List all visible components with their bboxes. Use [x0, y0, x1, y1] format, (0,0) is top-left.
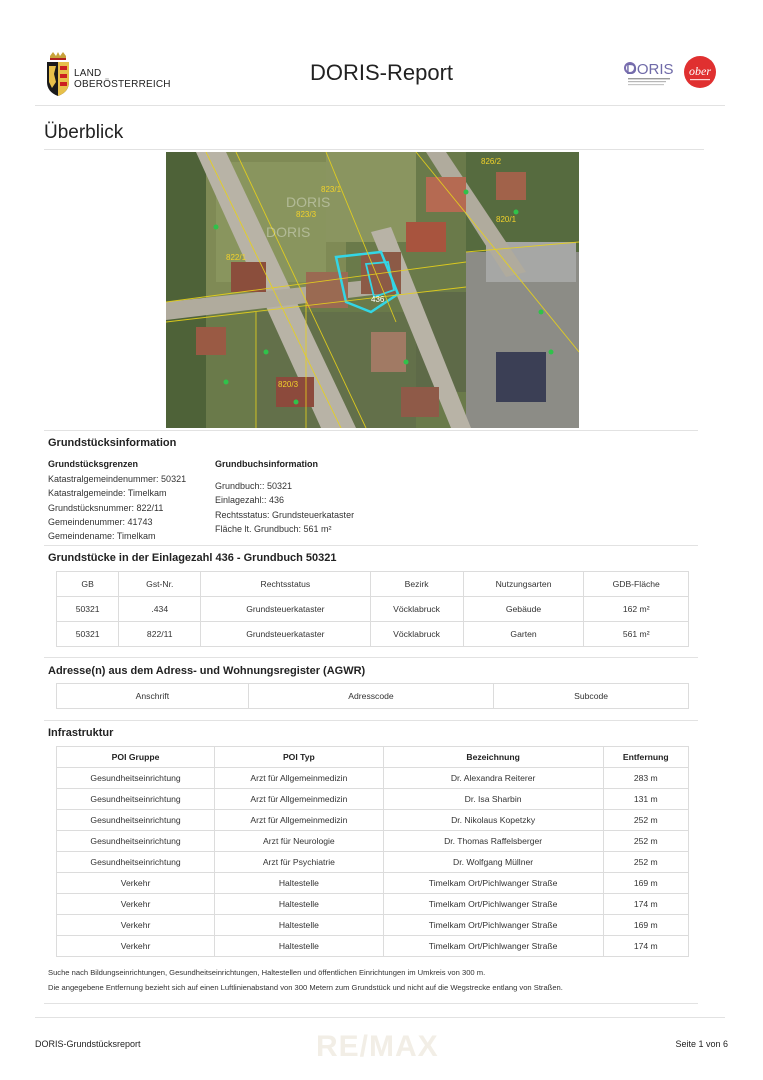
footer-report-name: DORIS-Grundstücksreport	[35, 1039, 141, 1049]
table-cell: Verkehr	[57, 873, 215, 894]
table-row	[57, 894, 689, 915]
footer-page-number: Seite 1 von 6	[675, 1039, 728, 1049]
addresses-divider	[44, 720, 698, 721]
infra-header-row	[57, 747, 689, 768]
table-row	[57, 768, 689, 789]
parcels-divider	[44, 657, 698, 658]
column-header: Gst-Nr.	[119, 572, 201, 597]
table-cell: Timelkam Ort/Pichlwanger Straße	[383, 873, 603, 894]
parcel-info-divider	[44, 545, 698, 546]
table-cell: Gesundheitseinrichtung	[57, 852, 215, 873]
column-header: GDB-Fläche	[584, 572, 689, 597]
infra-divider	[44, 1003, 698, 1004]
table-cell: 822/11	[119, 622, 201, 647]
parcel-info-title: Grundstücksinformation	[48, 437, 177, 449]
column-header: Bezirk	[370, 572, 463, 597]
table-cell: Timelkam Ort/Pichlwanger Straße	[383, 894, 603, 915]
table-cell: 174 m	[603, 936, 688, 957]
table-cell: Dr. Wolfgang Müllner	[383, 852, 603, 873]
table-cell: 174 m	[603, 894, 688, 915]
logo-line-land: LAND	[74, 68, 102, 79]
column-header: Adresscode	[248, 684, 493, 709]
boundary-line: Katastralgemeindenummer: 50321	[48, 474, 187, 484]
landregister-line: Rechtsstatus: Grundsteuerkataster	[215, 509, 355, 520]
table-cell: 50321	[57, 597, 119, 622]
landregister-title: Grundbuchsinformation	[215, 459, 318, 469]
overview-title: Überblick	[44, 122, 124, 143]
table-cell: Gesundheitseinrichtung	[57, 768, 215, 789]
boundaries-list	[48, 472, 186, 543]
infra-note-radius: Suche nach Bildungseinrichtungen, Gesundheitseinrichtungen, Haltestellen und öffentlichen Einrichtungen im Umkreis von 300 m.	[48, 968, 486, 977]
column-header: Subcode	[494, 684, 689, 709]
column-header: Rechtsstatus	[201, 572, 370, 597]
table-row	[57, 597, 689, 622]
table-cell: 283 m	[603, 768, 688, 789]
table-cell: Haltestelle	[215, 894, 384, 915]
table-cell: Verkehr	[57, 894, 215, 915]
table-cell: Gesundheitseinrichtung	[57, 810, 215, 831]
report-title: DORIS-Report	[309, 60, 454, 85]
addresses-title: Adresse(n) aus dem Adress- und Wohnungsregister (AGWR)	[48, 665, 366, 677]
landregister-line: Einlagezahl:: 436	[215, 495, 285, 506]
boundaries-title: Grundstücksgrenzen	[48, 459, 139, 469]
table-row	[57, 852, 689, 873]
map-divider	[44, 430, 698, 431]
boundary-line: Gemeindename: Timelkam	[48, 531, 156, 542]
header-divider	[35, 105, 725, 106]
table-cell: 50321	[57, 622, 119, 647]
parcels-title: Grundstücke in der Einlagezahl 436 - Grundbuch 50321	[48, 552, 337, 564]
table-cell: Timelkam Ort/Pichlwanger Straße	[383, 936, 603, 957]
column-header: Bezeichnung	[383, 747, 603, 768]
table-cell: Timelkam Ort/Pichlwanger Straße	[383, 915, 603, 936]
table-cell: 252 m	[603, 831, 688, 852]
map-label: 820/3	[278, 380, 299, 389]
column-header: Entfernung	[603, 747, 688, 768]
column-header: Anschrift	[57, 684, 249, 709]
logo-line-ooe: OBERÖSTERREICH	[74, 79, 171, 90]
table-row	[57, 831, 689, 852]
table-row	[57, 873, 689, 894]
table-cell: Verkehr	[57, 915, 215, 936]
table-cell: Gebäude	[463, 597, 584, 622]
table-cell: Dr. Thomas Raffelsberger	[383, 831, 603, 852]
table-cell: Dr. Alexandra Reiterer	[383, 768, 603, 789]
landregister-list	[215, 479, 354, 536]
parcels-table	[56, 571, 689, 647]
table-cell: Vöcklabruck	[370, 597, 463, 622]
table-row	[57, 936, 689, 957]
column-header: POI Typ	[215, 747, 384, 768]
table-cell: 561 m²	[584, 622, 689, 647]
table-cell: Arzt für Allgemeinmedizin	[215, 810, 384, 831]
ober-badge-text: ober	[689, 64, 711, 78]
landregister-line: Grundbuch:: 50321	[215, 481, 293, 491]
table-cell: Arzt für Allgemeinmedizin	[215, 789, 384, 810]
table-cell: 169 m	[603, 915, 688, 936]
footer-divider	[35, 1017, 725, 1018]
table-cell: Haltestelle	[215, 915, 384, 936]
table-cell: .434	[119, 597, 201, 622]
column-header: POI Gruppe	[57, 747, 215, 768]
table-cell: Arzt für Allgemeinmedizin	[215, 768, 384, 789]
table-cell: 252 m	[603, 810, 688, 831]
map-label: 820/1	[496, 215, 517, 224]
doris-logo	[624, 54, 718, 90]
addresses-header-row	[57, 684, 689, 709]
aerial-map[interactable]	[166, 152, 579, 428]
table-cell: Garten	[463, 622, 584, 647]
svg-text:DORIS: DORIS	[286, 194, 331, 210]
table-row	[57, 810, 689, 831]
table-row	[57, 622, 689, 647]
table-cell: 131 m	[603, 789, 688, 810]
boundary-line: Katastralgemeinde: Timelkam	[48, 488, 167, 499]
boundary-line: Grundstücksnummer: 822/11	[48, 502, 164, 513]
map-label: 823/1	[321, 185, 342, 194]
column-header: GB	[57, 572, 119, 597]
infra-table	[56, 746, 689, 957]
table-cell: Dr. Isa Sharbin	[383, 789, 603, 810]
table-row	[57, 789, 689, 810]
table-cell: Gesundheitseinrichtung	[57, 831, 215, 852]
table-cell: 162 m²	[584, 597, 689, 622]
remax-watermark: RE/MAX	[316, 1030, 439, 1063]
parcels-header-row	[57, 572, 689, 597]
table-cell: Grundsteuerkataster	[201, 597, 370, 622]
boundary-line: Gemeindenummer: 41743	[48, 516, 153, 527]
table-cell: Arzt für Psychiatrie	[215, 852, 384, 873]
table-cell: Grundsteuerkataster	[201, 622, 370, 647]
map-label: 823/3	[296, 210, 317, 219]
infra-note-distance: Die angegebene Entfernung bezieht sich auf einen Luftlinienabstand von 300 Metern zum Grundstück und nicht auf die Wegstrecke entlang von Straßen.	[48, 983, 563, 992]
table-cell: 252 m	[603, 852, 688, 873]
map-label: 822/1	[226, 253, 247, 262]
map-label: 826/2	[481, 157, 502, 166]
overview-divider	[44, 149, 704, 150]
addresses-table	[56, 683, 689, 709]
table-cell: Arzt für Neurologie	[215, 831, 384, 852]
map-label: 436	[371, 295, 385, 304]
table-cell: 169 m	[603, 873, 688, 894]
table-cell: Dr. Nikolaus Kopetzky	[383, 810, 603, 831]
landregister-line: Fläche lt. Grundbuch: 561 m²	[215, 523, 332, 534]
table-cell: Haltestelle	[215, 936, 384, 957]
table-cell: Haltestelle	[215, 873, 384, 894]
table-cell: Gesundheitseinrichtung	[57, 789, 215, 810]
svg-text:DORIS: DORIS	[266, 224, 311, 240]
table-cell: Verkehr	[57, 936, 215, 957]
table-row	[57, 915, 689, 936]
doris-logo-text: DORIS	[626, 61, 674, 78]
infra-title: Infrastruktur	[48, 727, 114, 739]
column-header: Nutzungsarten	[463, 572, 584, 597]
table-cell: Vöcklabruck	[370, 622, 463, 647]
